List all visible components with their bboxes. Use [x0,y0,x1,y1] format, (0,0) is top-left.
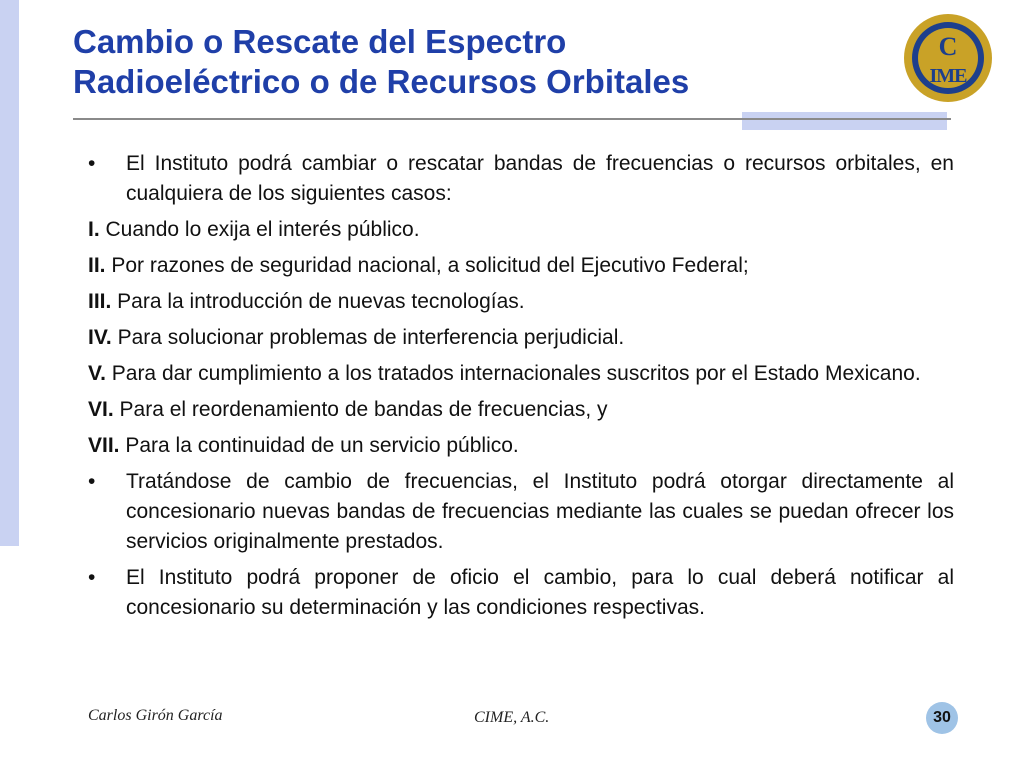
item-text: Para solucionar problemas de interferencia perjudicial. [111,326,625,349]
left-accent-bar [0,0,19,546]
list-item-1 [88,215,954,245]
bullet-dot: • [88,470,96,493]
bullet-notification-text: El Instituto podrá proponer de oficio el cambio, para lo cual deberá notificar al concesionario su determinación y las condiciones respectivas. [126,566,954,619]
item-number: VII. [88,434,120,457]
list-item-4 [88,323,954,353]
footer-organization: CIME, A.C. [474,709,550,726]
title-line-1: Cambio o Rescate del Espectro [73,23,567,60]
item-text: Cuando lo exija el interés público. [99,218,420,241]
item-text: Para la introducción de nuevas tecnologías. [111,290,525,313]
bullet-notification [88,563,954,623]
bullet-intro [88,149,954,209]
item-text: Para la continuidad de un servicio público. [119,434,519,457]
title-divider [73,118,951,120]
item-number: VI. [88,398,114,421]
item-text: Por razones de seguridad nacional, a solicitud del Ejecutivo Federal; [105,254,749,277]
bullet-dot: • [88,152,96,175]
item-text: Para dar cumplimiento a los tratados internacionales suscritos por el Estado Mexicano. [105,362,921,385]
list-item-6 [88,395,954,425]
item-number: II. [88,254,106,277]
item-number: III. [88,290,112,313]
bullet-dot: • [88,566,96,589]
page-number-badge: 30 [926,702,958,734]
bullet-intro-text: El Instituto podrá cambiar o rescatar bandas de frecuencias o recursos orbitales, en cualquiera de los siguientes casos: [126,152,954,205]
svg-text:IME: IME [929,65,967,87]
item-text: Para el reordenamiento de bandas de frecuencias, y [113,398,608,421]
svg-text:C: C [938,32,958,61]
item-number: I. [88,218,100,241]
cime-logo-icon [893,8,1003,108]
item-number: V. [88,362,106,385]
slide-body [88,149,954,629]
item-number: IV. [88,326,112,349]
list-item-7 [88,431,954,461]
list-item-2 [88,251,954,281]
title-line-2: Radioeléctrico o de Recursos Orbitales [73,63,690,100]
slide-title [73,22,833,102]
bullet-frequency-change-text: Tratándose de cambio de frecuencias, el Instituto podrá otorgar directamente al concesionario nuevas bandas de frecuencias mediante las cuales se puedan ofrecer los servicios originalmente prestados. [126,470,954,553]
footer-author: Carlos Girón García [88,707,223,724]
list-item-3 [88,287,954,317]
title-accent-block [742,112,947,130]
list-item-5 [88,359,954,389]
bullet-frequency-change [88,467,954,557]
